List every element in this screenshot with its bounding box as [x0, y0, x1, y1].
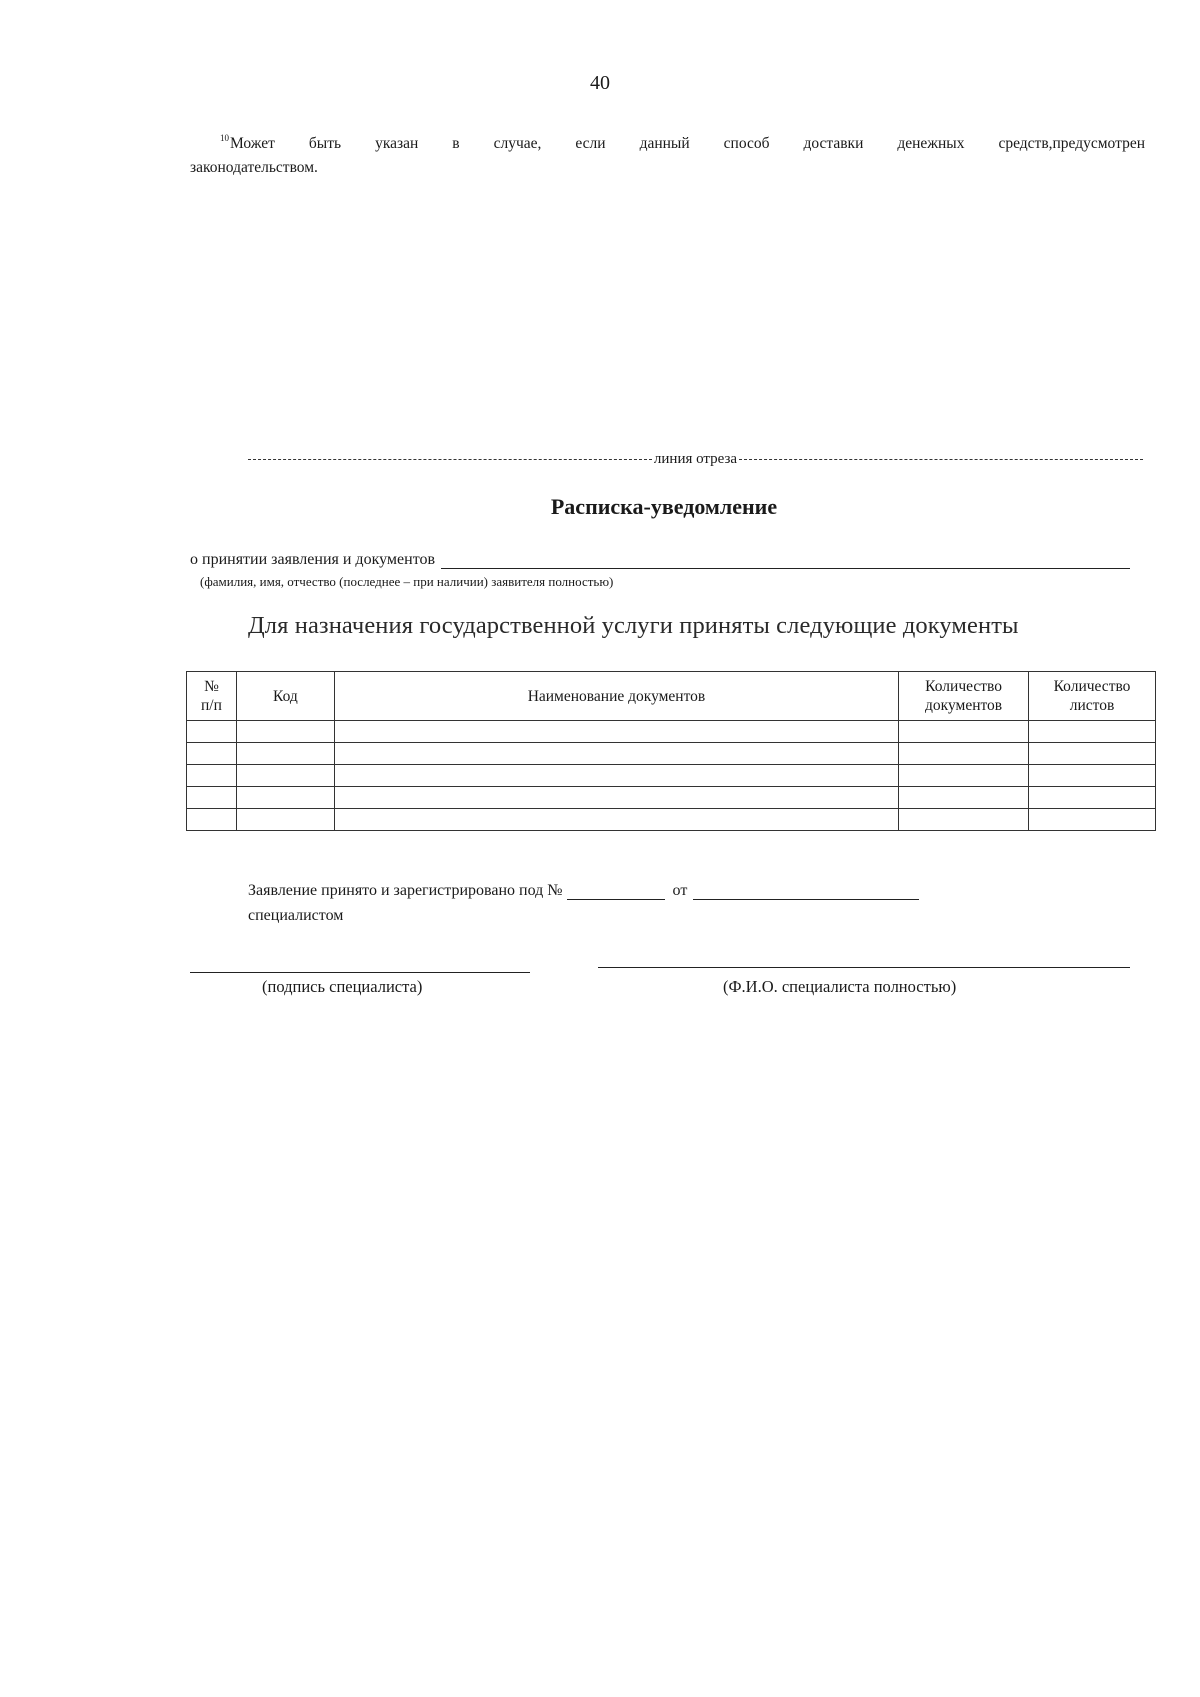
- header-code: Код: [236, 672, 334, 721]
- specialist-fio-line[interactable]: [598, 967, 1130, 968]
- signature-line[interactable]: [190, 972, 530, 973]
- table-cell[interactable]: [899, 765, 1029, 787]
- table-cell[interactable]: [236, 809, 334, 831]
- table-cell[interactable]: [187, 787, 237, 809]
- registration-date-field[interactable]: [693, 883, 919, 900]
- registration-row: [248, 882, 919, 900]
- table-cell[interactable]: [334, 765, 898, 787]
- table-cell[interactable]: [1029, 809, 1156, 831]
- cut-line-dash-left: [248, 459, 652, 460]
- footnote-line-2: законодательством.: [190, 159, 318, 176]
- table-cell[interactable]: [1029, 787, 1156, 809]
- header-sheet-count: [1029, 672, 1156, 721]
- table-row: [187, 721, 1156, 743]
- table-cell[interactable]: [236, 721, 334, 743]
- header-document-count-line-2: документов: [925, 697, 1003, 714]
- registration-text: Заявление принято и зарегистрировано под №: [248, 882, 563, 899]
- table-cell[interactable]: [236, 787, 334, 809]
- table-row: [187, 743, 1156, 765]
- header-sheet-count-line-2: листов: [1069, 697, 1115, 714]
- table-cell[interactable]: [899, 787, 1029, 809]
- table-cell[interactable]: [187, 765, 237, 787]
- footnote-line-1: [190, 126, 1145, 156]
- table-cell[interactable]: [1029, 721, 1156, 743]
- header-number: [187, 672, 237, 721]
- footnote-text: Может быть указан в случае, если данный способ доставки денежных средств,предусмотрен: [230, 135, 1145, 152]
- cut-line: [248, 449, 1143, 469]
- page-number: 40: [590, 72, 610, 94]
- specialist-label: специалистом: [248, 907, 344, 924]
- table-cell[interactable]: [334, 721, 898, 743]
- receipt-title: Расписка-уведомление: [550, 494, 778, 519]
- table-cell[interactable]: [334, 787, 898, 809]
- table-row: [187, 765, 1156, 787]
- specialist-fio-label: (Ф.И.О. специалиста полностью): [723, 977, 957, 996]
- table-header-row: [187, 672, 1156, 721]
- registration-number-field[interactable]: [567, 883, 665, 900]
- table-cell[interactable]: [187, 743, 237, 765]
- documents-heading: Для назначения государственной услуги приняты следующие документы: [248, 612, 1019, 639]
- table-cell[interactable]: [334, 743, 898, 765]
- table-cell[interactable]: [899, 809, 1029, 831]
- accepted-row: [190, 550, 1130, 569]
- table-cell[interactable]: [236, 743, 334, 765]
- header-number-line-1: №: [204, 678, 219, 695]
- signature-label: (подпись специалиста): [262, 977, 423, 996]
- header-document-name: Наименование документов: [334, 672, 898, 721]
- table-row: [187, 809, 1156, 831]
- header-document-count-line-1: Количество: [925, 678, 1002, 695]
- table-cell[interactable]: [1029, 765, 1156, 787]
- cut-line-dash-right: [739, 459, 1143, 460]
- applicant-name-field[interactable]: [441, 550, 1130, 569]
- registration-from-label: от: [672, 882, 688, 899]
- header-number-line-2: п/п: [201, 697, 222, 714]
- cut-line-label: линия отреза: [653, 450, 738, 467]
- table-cell[interactable]: [187, 809, 237, 831]
- table-cell[interactable]: [236, 765, 334, 787]
- footnote: [190, 126, 1145, 180]
- table-cell[interactable]: [334, 809, 898, 831]
- table-cell[interactable]: [899, 721, 1029, 743]
- header-document-count: [899, 672, 1029, 721]
- table-cell[interactable]: [187, 721, 237, 743]
- documents-table: [186, 671, 1156, 831]
- accepted-label: о принятии заявления и документов: [190, 551, 436, 568]
- table-cell[interactable]: [899, 743, 1029, 765]
- table-cell[interactable]: [1029, 743, 1156, 765]
- applicant-hint: (фамилия, имя, отчество (последнее – при наличии) заявителя полностью): [200, 574, 614, 589]
- footnote-marker: 10: [220, 133, 229, 143]
- table-row: [187, 787, 1156, 809]
- header-sheet-count-line-1: Количество: [1053, 678, 1131, 695]
